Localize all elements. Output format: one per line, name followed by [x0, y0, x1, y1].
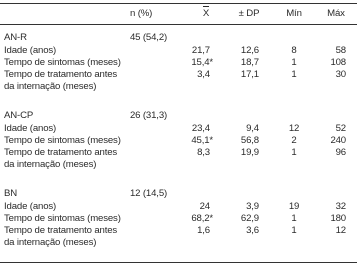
cell-sd: 3,6	[246, 225, 259, 236]
group-n: 45 (54,2)	[130, 32, 168, 43]
row-label: Tempo de sintomas (meses)	[4, 135, 121, 146]
cell-max: 108	[330, 57, 346, 68]
cell-min: 8	[291, 45, 297, 56]
cell-mean: 45,1*	[191, 135, 213, 146]
row-label: Tempo de tratamento antes	[4, 147, 118, 158]
header-max: Máx	[327, 8, 345, 19]
cell-max: 32	[335, 201, 346, 212]
cell-min: 1	[291, 213, 297, 224]
cell-sd: 9,4	[246, 123, 259, 134]
cell-sd: 62,9	[240, 213, 259, 224]
row-label: Tempo de sintomas (meses)	[4, 213, 121, 224]
cell-mean: 23,4	[191, 123, 210, 134]
cell-sd: 3,9	[246, 201, 259, 212]
cell-mean: 21,7	[191, 45, 210, 56]
row-label: Tempo de tratamento antes	[4, 69, 118, 80]
cell-mean: 3,4	[197, 69, 210, 80]
cell-max: 30	[335, 69, 346, 80]
top-rule	[0, 3, 357, 4]
cell-max: 240	[330, 135, 346, 146]
header-rule	[0, 24, 357, 25]
cell-max: 52	[335, 123, 346, 134]
cell-mean: 15,4*	[191, 57, 213, 68]
row-label: Tempo de sintomas (meses)	[4, 57, 121, 68]
cell-max: 58	[335, 45, 346, 56]
bottom-rule	[0, 262, 357, 263]
header-sd: ± DP	[238, 8, 260, 19]
group-name: BN	[4, 188, 18, 199]
row-label-continued: da internação (meses)	[4, 159, 97, 170]
header-mean	[196, 6, 216, 20]
cell-sd: 18,7	[240, 57, 259, 68]
header-min: Mín	[286, 8, 302, 19]
cell-min: 2	[291, 135, 297, 146]
group-name: AN-R	[4, 32, 27, 43]
row-label: Idade (anos)	[4, 45, 57, 56]
mean-symbol: X	[202, 8, 210, 19]
group-n: 26 (31,3)	[130, 110, 168, 121]
row-label: Tempo de tratamento antes	[4, 225, 118, 236]
row-label-continued: da internação (meses)	[4, 237, 97, 248]
cell-min: 1	[291, 225, 297, 236]
cell-sd: 56,8	[240, 135, 259, 146]
cell-min: 12	[288, 123, 300, 134]
cell-mean: 1,6	[197, 225, 210, 236]
cell-sd: 19,9	[240, 147, 259, 158]
cell-mean: 8,3	[197, 147, 210, 158]
group-n: 12 (14,5)	[130, 188, 168, 199]
cell-max: 12	[335, 225, 346, 236]
cell-max: 180	[330, 213, 346, 224]
cell-min: 1	[291, 147, 297, 158]
row-label-continued: da internação (meses)	[4, 81, 97, 92]
row-label: Idade (anos)	[4, 123, 57, 134]
cell-min: 19	[288, 201, 300, 212]
cell-min: 1	[291, 69, 297, 80]
cell-sd: 12,6	[240, 45, 259, 56]
cell-max: 96	[335, 147, 346, 158]
cell-min: 1	[291, 57, 297, 68]
row-label: Idade (anos)	[4, 201, 57, 212]
cell-sd: 17,1	[240, 69, 259, 80]
cell-mean: 68,2*	[191, 213, 213, 224]
header-n-pct: n (%)	[130, 8, 153, 19]
cell-mean: 24	[199, 201, 210, 212]
group-name: AN-CP	[4, 110, 34, 121]
